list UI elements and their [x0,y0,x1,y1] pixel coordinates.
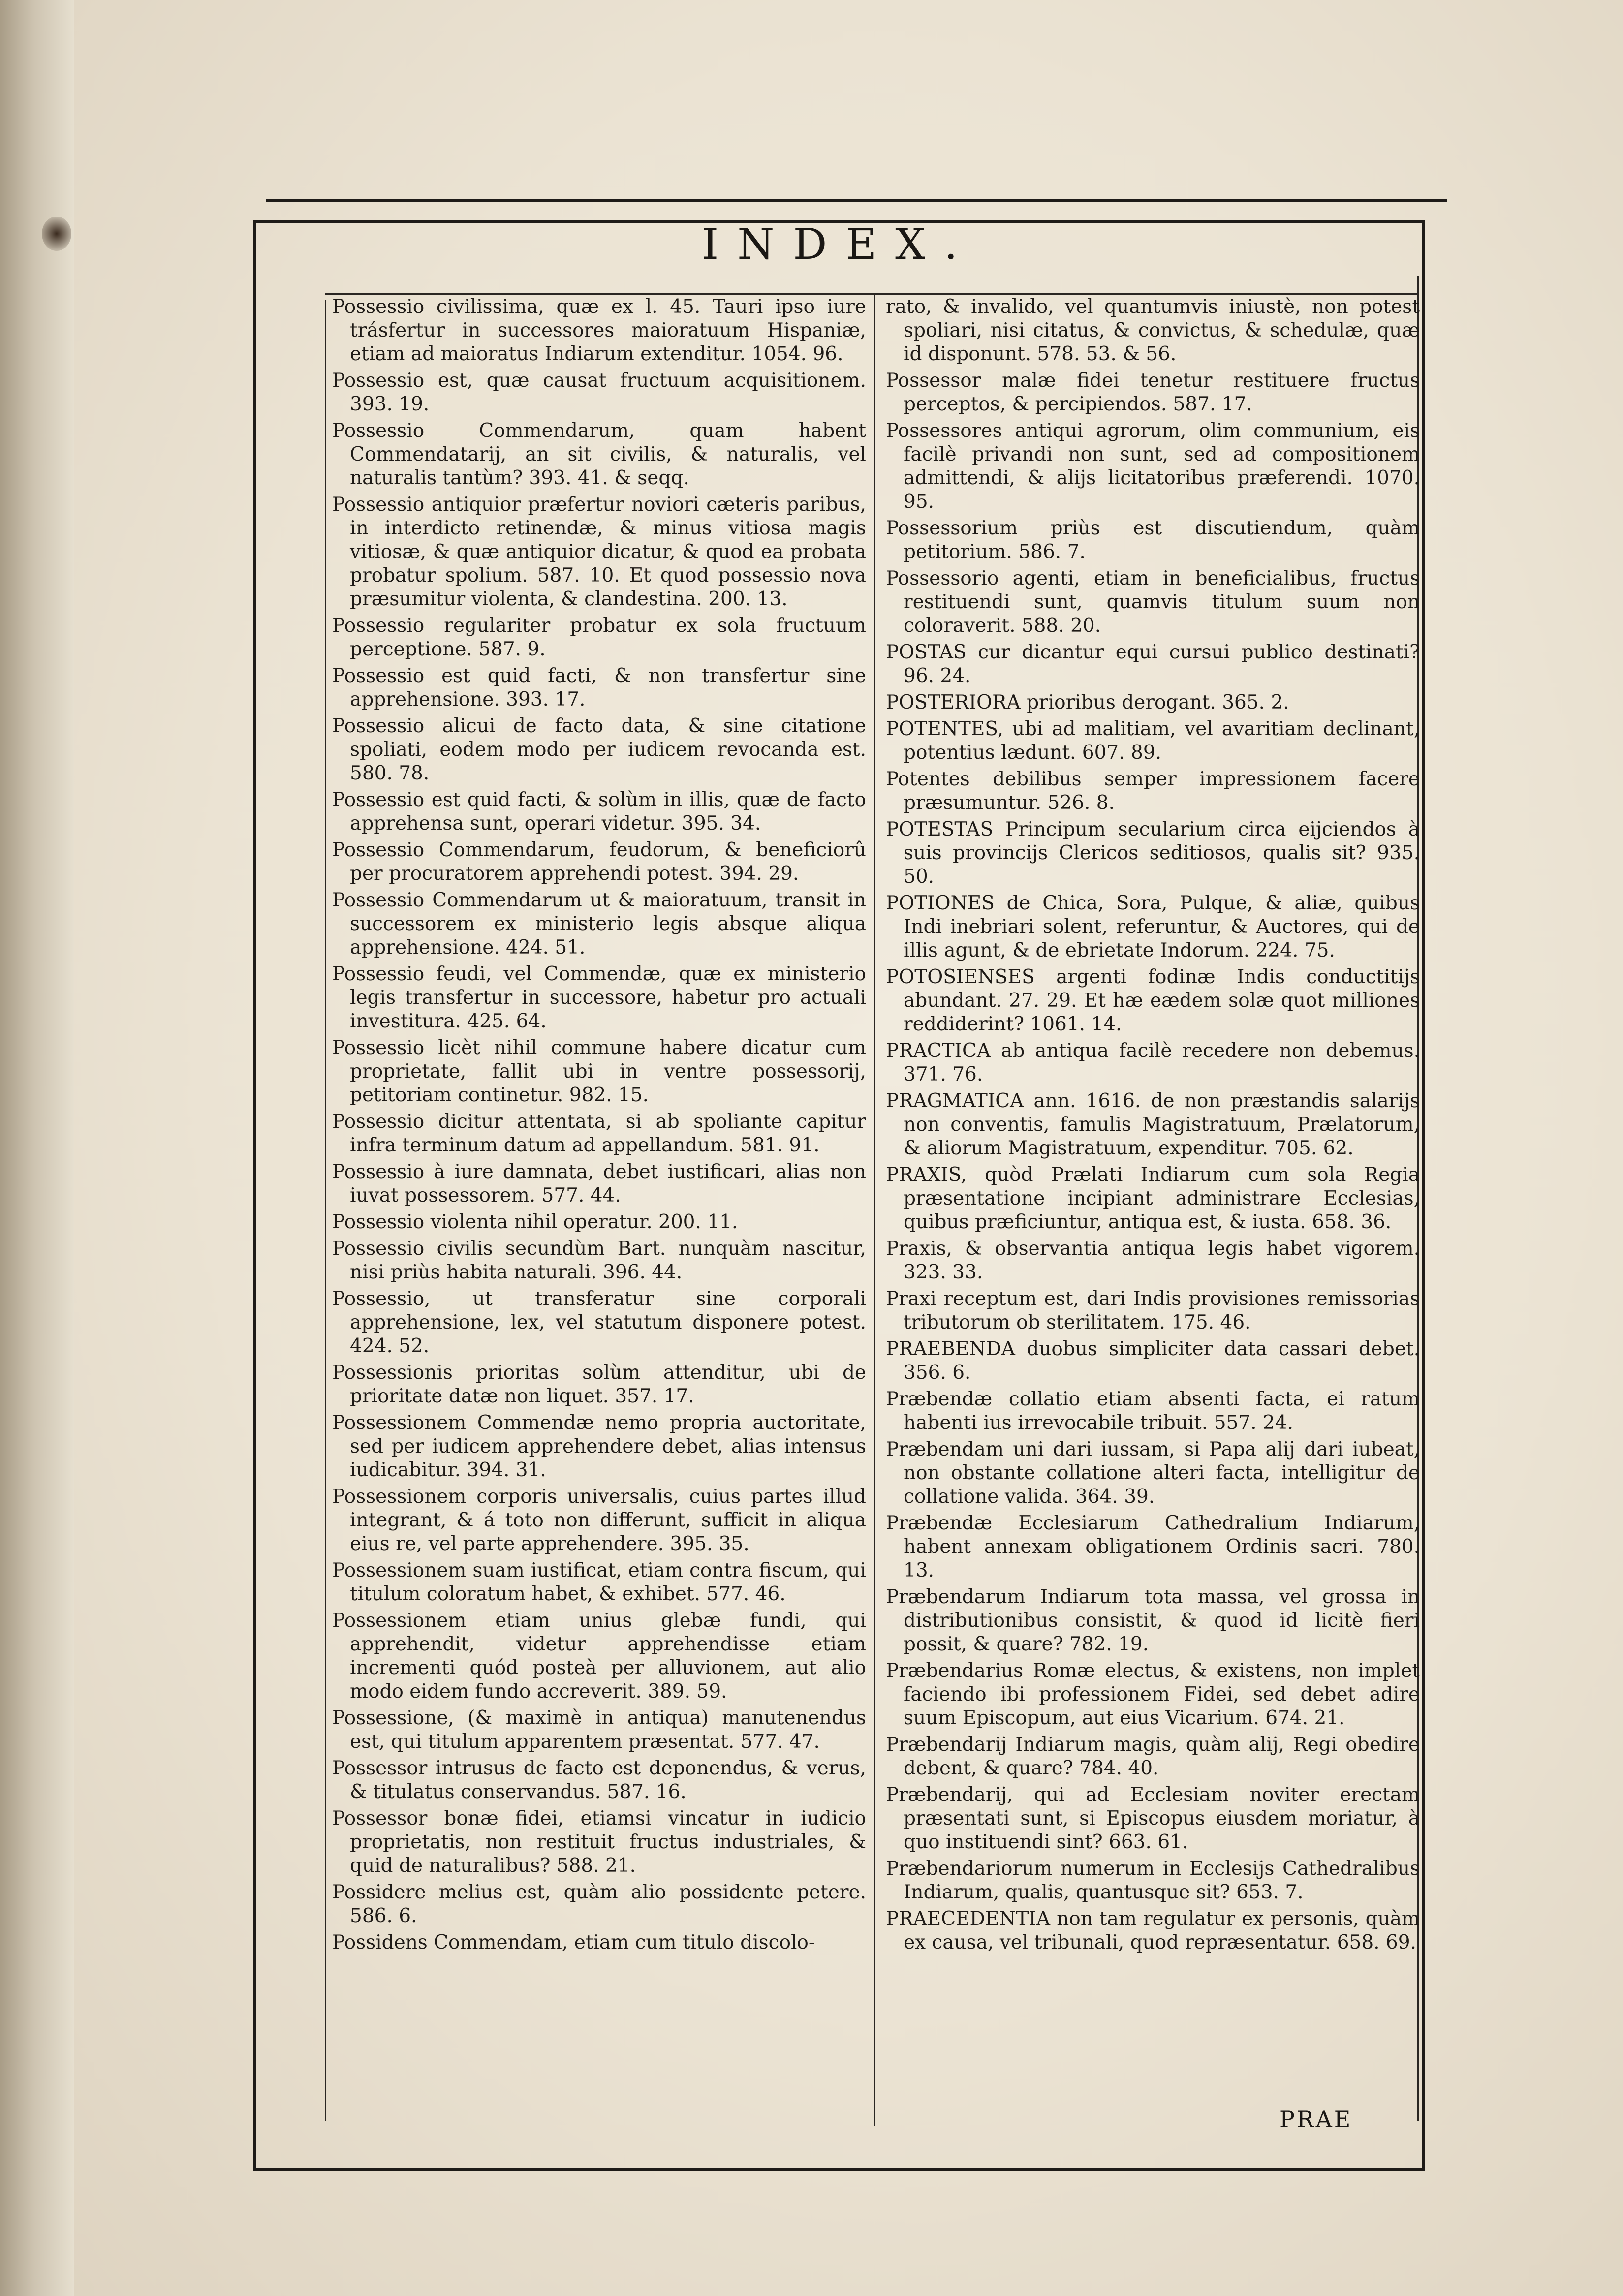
header-rule [325,293,1417,295]
ink-stain [42,217,71,251]
index-entry: POTENTES, ubi ad malitiam, vel avaritiam declinant, potentius lædunt. 607. 89. [886,718,1420,764]
page-title: INDEX. [702,220,976,269]
index-entry: PRAEBENDA duobus simpliciter data cassari debet. 356. 6. [886,1338,1420,1384]
index-entry: Præbendam uni dari iussam, si Papa alij dari iubeat, non obstante collatione alteri facta, intelligitur de collatione valida. 364. 39. [886,1438,1420,1508]
index-entry: Præbendæ Ecclesiarum Cathedralium Indiarum, habent annexam obligationem Ordinis sacri. 780. 13. [886,1512,1420,1582]
right-index-column [886,295,1420,2126]
index-entry: Possessionem suam iustificat, etiam contra fiscum, qui titulum coloratum habet, & exhibet. 577. 46. [332,1559,866,1605]
index-entry: Potentes debilibus semper impressionem facere præsumuntur. 526. 8. [886,768,1420,814]
left-column-rule [325,300,326,2121]
index-entry: Possessor intrusus de facto est deponendus, & verus, & titulatus conservandus. 587. 16. [332,1757,866,1803]
index-entry: POTESTAS Principum secularium circa eijciendos à suis provincijs Clericos seditiosos, qualis sit? 935. 50. [886,818,1420,888]
index-entry: Præbendariorum numerum in Ecclesijs Cathedralibus Indiarum, qualis, quantusque sit? 653. 7. [886,1858,1420,1903]
index-entry: Possessio civilissima, quæ ex l. 45. Tauri ipso iure trásfertur in successores maioratuum Hispaniæ, etiam ad maioratus Indiarum extenditur. 1054. 96. [332,296,866,365]
index-entry: Præbendarij Indiarum magis, quàm alij, Regi obedire debent, & quare? 784. 40. [886,1734,1420,1779]
index-entry: Possessio est, quæ causat fructuum acquisitionem. 393. 19. [332,370,866,415]
index-entry: Possessio civilis secundùm Bart. nunquàm nascitur, nisi priùs habita naturali. 396. 44. [332,1238,866,1283]
catchword: PRAE [1280,2106,1353,2133]
index-entry: PRACTICA ab antiqua facilè recedere non debemus. 371. 76. [886,1040,1420,1086]
index-entry: Possessio Commendarum, feudorum, & beneficiorû per procuratorem apprehendi potest. 394. 29. [332,839,866,885]
index-entry: Praxis, & observantia antiqua legis habet vigorem. 323. 33. [886,1238,1420,1283]
index-entry: Possessio alicui de facto data, & sine citatione spoliati, eodem modo per iudicem revocanda est. 580. 78. [332,715,866,784]
index-entry: Possessio Commendarum, quam habent Commendatarij, an sit civilis, & naturalis, vel naturalis tantùm? 393. 41. & seqq. [332,420,866,489]
index-entry: Possessores antiqui agrorum, olim communium, eis facilè privandi non sunt, sed ad compositionem admittendi, & alijs licitatoribus præferendi. 1070. 95. [886,420,1420,513]
top-rule [266,199,1447,202]
index-entry: Possessio regulariter probatur ex sola fructuum perceptione. 587. 9. [332,615,866,660]
index-entry: Possessio, ut transferatur sine corporali apprehensione, lex, vel statutum disponere potest. 424. 52. [332,1288,866,1357]
index-entry: PRAXIS, quòd Prælati Indiarum cum sola Regia præsentatione incipiant administrare Ecclesias, quibus præficiuntur, antiqua est, & iusta. 658. 36. [886,1164,1420,1233]
index-entry: Possessor bonæ fidei, etiamsi vincatur in iudicio proprietatis, non restituit fructus industriales, & quid de naturalibus? 588. 21. [332,1807,866,1877]
index-entry: Possessione, (& maximè in antiqua) manutenendus est, qui titulum apparentem præsentat. 577. 47. [332,1707,866,1753]
index-entry: Possessio dicitur attentata, si ab spoliante capitur infra terminum datum ad appellandum. 581. 91. [332,1111,866,1156]
index-entry: Possessionem etiam unius glebæ fundi, qui apprehendit, videtur apprehendisse etiam incrementi quód posteà per alluvionem, aut alio modo eidem fundo accreverit. 389. 59. [332,1610,866,1703]
index-entry: Possessor malæ fidei tenetur restituere fructus perceptos, & percipiendos. 587. 17. [886,370,1420,415]
index-entry: rato, & invalido, vel quantumvis iniustè, non potest spoliari, nisi citatus, & convictus, & schedulæ, quæ id disponunt. 578. 53. & 56. [886,296,1420,365]
index-entry: POTIONES de Chica, Sora, Pulque, & aliæ, quibus Indi inebriari solent, referuntur, & Auctores, qui de illis agunt, & de ebrietate Indorum. 224. 75. [886,892,1420,962]
index-entry: POSTERIORA prioribus derogant. 365. 2. [886,691,1289,714]
column-divider [874,295,875,2126]
index-entry: Possessorium priùs est discutiendum, quàm petitorium. 586. 7. [886,517,1420,563]
index-entry: Possessio à iure damnata, debet iustificari, alias non iuvat possessorem. 577. 44. [332,1161,866,1207]
index-entry: PRAGMATICA ann. 1616. de non præstandis salarijs non conventis, famulis Magistratuum, Prælatorum, & aliorum Magistratuum, expenditur. 705. 62. [886,1090,1420,1159]
index-entry: Possessio licèt nihil commune habere dicatur cum proprietate, fallit ubi in ventre possessorij, petitoriam continetur. 982. 15. [332,1037,866,1106]
index-entry: Possidens Commendam, etiam cum titulo discolo- [332,1931,815,1954]
index-entry: POSTAS cur dicantur equi cursui publico destinati? 96. 24. [886,641,1420,687]
index-entry: Possessio Commendarum ut & maioratuum, transit in successorem ex ministerio legis absque aliqua apprehensione. 424. 51. [332,889,866,959]
index-entry: Præbendarum Indiarum tota massa, vel grossa in distributionibus consistit, & quod id licitè fieri possit, & quare? 782. 19. [886,1586,1420,1655]
left-index-column [332,295,866,2126]
index-entry: Possessionem Commendæ nemo propria auctoritate, sed per iudicem apprehendere debet, alias intensus iudicabitur. 394. 31. [332,1412,866,1481]
index-entry: Possessorio agenti, etiam in beneficialibus, fructus restituendi sunt, quamvis titulum suum non coloraverit. 588. 20. [886,567,1420,637]
index-entry: Possidere melius est, quàm alio possidente petere. 586. 6. [332,1881,866,1927]
index-entry: PRAECEDENTIA non tam regulatur ex personis, quàm ex causa, vel tribunali, quod repræsentatur. 658. 69. [886,1908,1420,1954]
index-entry: Præbendæ collatio etiam absenti facta, ei ratum habenti ius irrevocabile tribuit. 557. 24. [886,1388,1420,1434]
binding-gutter [0,0,74,2296]
index-entry: Præbendarij, qui ad Ecclesiam noviter erectam præsentati sunt, si Episcopus eiusdem moriatur, à quo instituendi sint? 663. 61. [886,1784,1420,1853]
index-entry: Possessionis prioritas solùm attenditur, ubi de prioritate datæ non liquet. 357. 17. [332,1362,866,1407]
index-entry: Possessio feudi, vel Commendæ, quæ ex ministerio legis transfertur in successore, habetur pro actuali investitura. 425. 64. [332,963,866,1032]
index-entry: Possessio violenta nihil operatur. 200. 11. [332,1211,738,1233]
index-entry: Possessionem corporis universalis, cuius partes illud integrant, & á toto non differunt, sufficit in aliqua eius re, vel parte apprehendere. 395. 35. [332,1486,866,1555]
index-entry: Possessio est quid facti, & solùm in illis, quæ de facto apprehensa sunt, operari videtur. 395. 34. [332,789,866,835]
index-entry: Præbendarius Romæ electus, & existens, non implet faciendo ibi professionem Fidei, sed debet adire suum Episcopum, aut eius Vicarium. 674. 21. [886,1660,1420,1729]
index-entry: Possessio est quid facti, & non transfertur sine apprehensione. 393. 17. [332,665,866,711]
index-entry: POTOSIENSES argenti fodinæ Indis conductitijs abundant. 27. 29. Et hæ eædem solæ quot milliones reddiderint? 1061. 14. [886,966,1420,1035]
index-entry: Possessio antiquior præfertur noviori cæteris paribus, in interdicto retinendæ, & minus vitiosa magis vitiosæ, & quæ antiquior dicatur, & quod ea probata probatur spolium. 587. 10. Et quod possessio nova præsumitur violenta, & clandestina. 200. 13. [332,494,866,610]
index-entry: Praxi receptum est, dari Indis provisiones remissorias tributorum ob sterilitatem. 175. 46. [886,1288,1420,1334]
